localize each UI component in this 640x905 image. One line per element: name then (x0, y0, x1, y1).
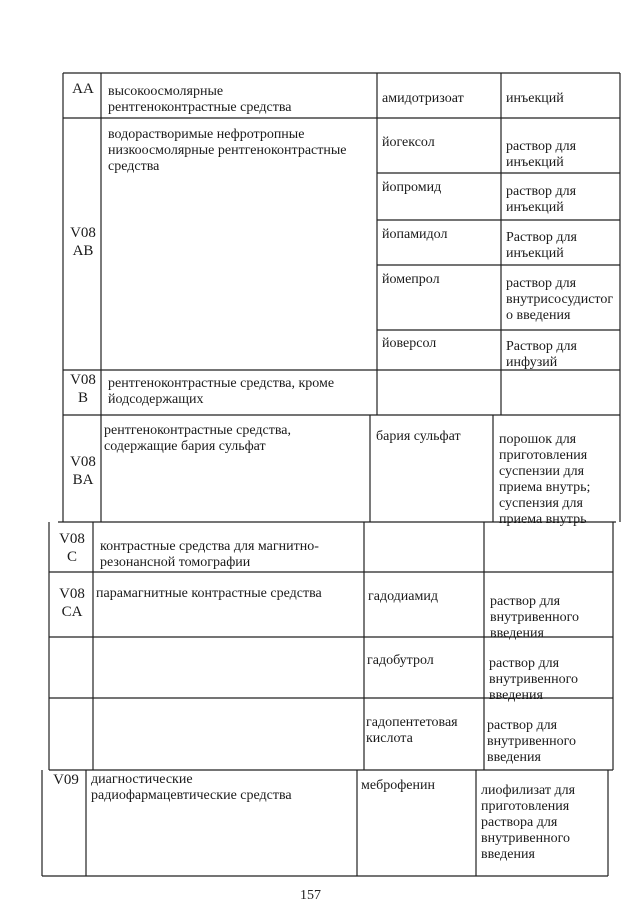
row-drug: гадодиамид (368, 589, 438, 604)
row-form: лиофилизат для приготовления раствора для внутривенного введения (481, 783, 576, 862)
row-name: рентгеноконтрастные средства, содержащие бария сульфат (104, 423, 291, 454)
row-drug: йогексол (382, 135, 435, 150)
row-drug: йоверсол (382, 336, 437, 351)
row-name: контрастные средства для магнитно- резонансной томографии (100, 539, 319, 570)
row-code: AA (72, 81, 94, 97)
row-drug: гадопентетовая кислота (366, 715, 458, 746)
row-drug: меброфенин (361, 778, 435, 793)
row-name: водорастворимые нефротропные низкоосмолярные рентгеноконтрастные средства (108, 127, 347, 174)
row-name: рентгеноконтрастные средства, кроме йодсодержащих (108, 376, 335, 407)
row-form: раствор для внутривенного введения (490, 594, 580, 641)
row-form: раствор для инъекций (506, 139, 577, 170)
row-name: диагностические радиофармацевтические средства (91, 772, 292, 803)
row-drug: йопромид (382, 180, 442, 195)
row-drug: йопамидол (382, 227, 448, 242)
row-name: парамагнитные контрастные средства (96, 586, 322, 601)
row-name: высокоосмолярные рентгеноконтрастные средства (108, 84, 292, 115)
row-form: Раствор для инъекций (506, 230, 577, 261)
row-code: V08 BA (70, 454, 96, 488)
row-form: Раствор для инфузий (506, 339, 577, 370)
page-number: 157 (300, 888, 321, 903)
row-form: раствор для внутривенного введения (487, 718, 577, 765)
row-form: инъекций (506, 91, 564, 106)
row-form: раствор для внутрисосудистог о введения (506, 276, 614, 323)
row-drug: бария сульфат (376, 429, 461, 444)
row-code: V08 C (59, 531, 85, 565)
row-form: раствор для инъекций (506, 184, 577, 215)
row-drug: амидотризоат (382, 91, 464, 106)
row-form: раствор для внутривенного введения (489, 656, 579, 703)
row-drug: гадобутрол (367, 653, 434, 668)
row-drug: йомепрол (382, 272, 440, 287)
row-code: V08 CA (59, 586, 85, 620)
row-code: V08 B (70, 372, 96, 406)
row-code: V08 AB (70, 225, 96, 259)
row-form: порошок для приготовления суспензии для приема внутрь; суспензия для приема внутрь (499, 432, 591, 527)
row-code: V09 (53, 772, 79, 788)
